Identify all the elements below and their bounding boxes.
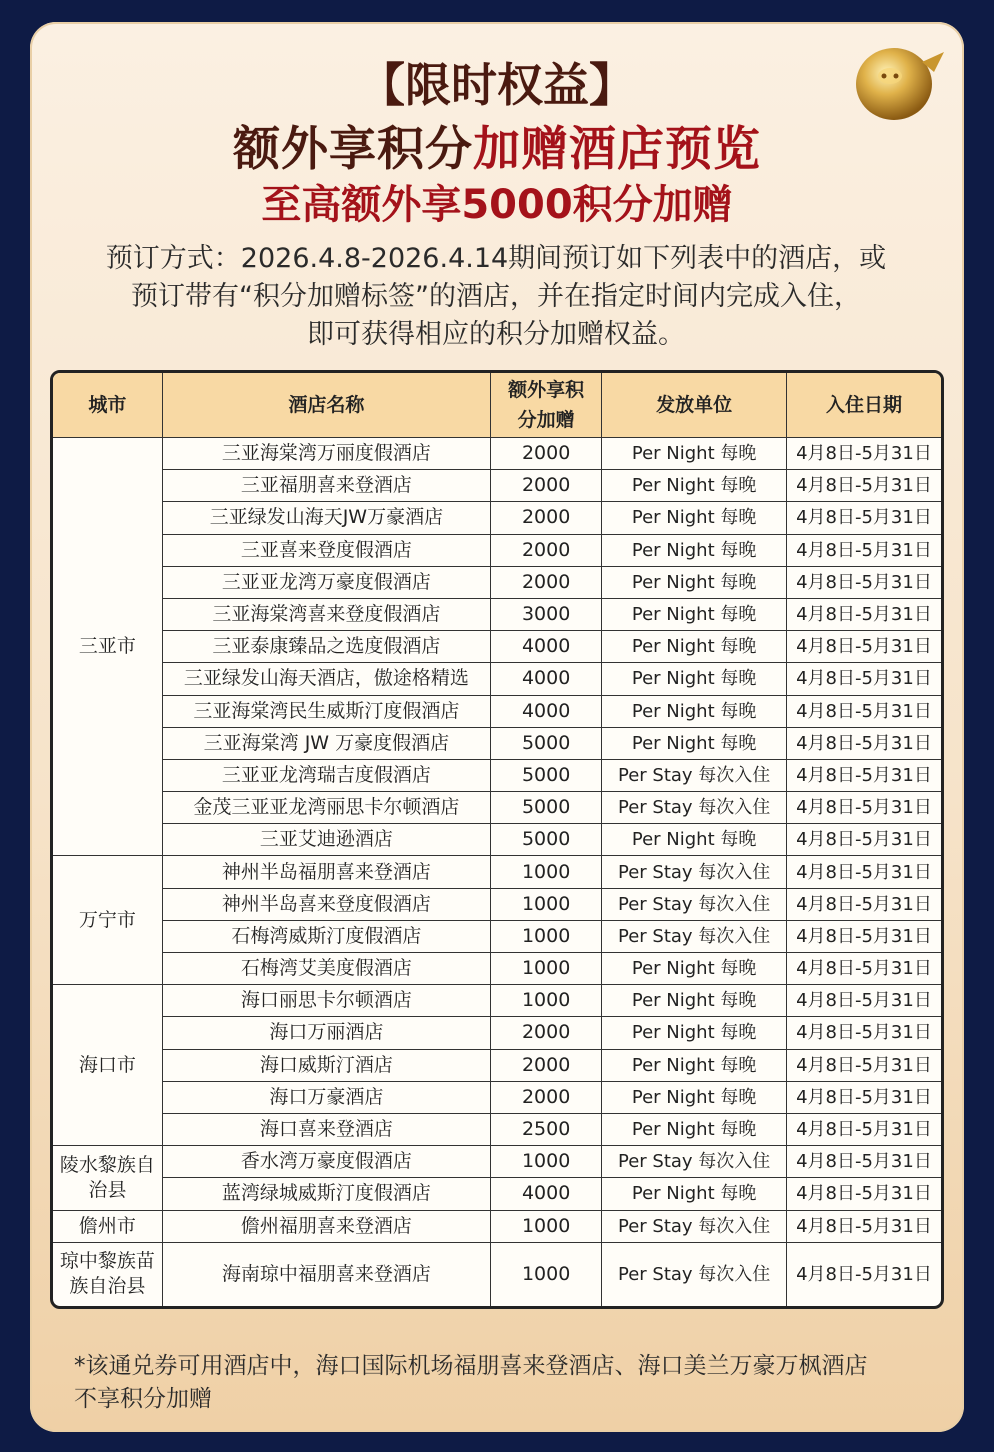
unit-cell: Per Night 每晚 <box>602 1049 787 1081</box>
page-tagline: 至高额外享5000积分加赠 <box>261 182 733 228</box>
unit-cell: Per Night 每晚 <box>602 438 787 470</box>
unit-cell: Per Stay 每次入住 <box>602 920 787 952</box>
table-row <box>53 920 941 952</box>
col-header-points-line: 分加赠 <box>517 409 575 431</box>
table-row <box>53 663 941 695</box>
hotel-name-cell: 三亚艾迪逊酒店 <box>162 824 490 856</box>
footnote-line: 不享积分加赠 <box>74 1386 212 1412</box>
table-row <box>53 470 941 502</box>
date-cell: 4月8日-5月31日 <box>786 438 941 470</box>
unit-cell: Per Night 每晚 <box>602 1178 787 1210</box>
points-cell: 2500 <box>490 1113 601 1145</box>
date-cell: 4月8日-5月31日 <box>786 1146 941 1178</box>
table-row <box>53 534 941 566</box>
points-cell: 4000 <box>490 631 601 663</box>
unit-cell: Per Night 每晚 <box>602 470 787 502</box>
city-cell: 万宁市 <box>53 856 162 985</box>
col-header-unit: 发放单位 <box>602 373 787 438</box>
intro-line: 预订方式：2026.4.8-2026.4.14期间预订如下列表中的酒店，或 <box>105 243 887 274</box>
table-row <box>53 1178 941 1210</box>
hotel-name-cell: 三亚海棠湾民生威斯汀度假酒店 <box>162 695 490 727</box>
points-cell: 5000 <box>490 792 601 824</box>
hotel-name-cell: 海口万丽酒店 <box>162 1017 490 1049</box>
table-row <box>53 1210 941 1242</box>
hotel-name-cell: 石梅湾威斯汀度假酒店 <box>162 920 490 952</box>
hotel-name-cell: 石梅湾艾美度假酒店 <box>162 953 490 985</box>
date-cell: 4月8日-5月31日 <box>786 631 941 663</box>
points-cell: 1000 <box>490 1210 601 1242</box>
date-cell: 4月8日-5月31日 <box>786 759 941 791</box>
hotel-name-cell: 儋州福朋喜来登酒店 <box>162 1210 490 1242</box>
table-row <box>53 1242 941 1306</box>
date-cell: 4月8日-5月31日 <box>786 1210 941 1242</box>
table-row <box>53 1081 941 1113</box>
date-cell: 4月8日-5月31日 <box>786 888 941 920</box>
date-cell: 4月8日-5月31日 <box>786 920 941 952</box>
date-cell: 4月8日-5月31日 <box>786 824 941 856</box>
city-cell: 三亚市 <box>53 438 162 856</box>
hotel-name-cell: 三亚绿发山海天JW万豪酒店 <box>162 502 490 534</box>
table-row <box>53 1146 941 1178</box>
unit-cell: Per Stay 每次入住 <box>602 759 787 791</box>
date-cell: 4月8日-5月31日 <box>786 663 941 695</box>
hotel-name-cell: 海口喜来登酒店 <box>162 1113 490 1145</box>
date-cell: 4月8日-5月31日 <box>786 1081 941 1113</box>
unit-cell: Per Night 每晚 <box>602 1113 787 1145</box>
col-header-points-line: 额外享积 <box>508 379 585 401</box>
unit-cell: Per Night 每晚 <box>602 1081 787 1113</box>
points-cell: 1000 <box>490 1242 601 1306</box>
col-header-city: 城市 <box>53 373 162 438</box>
hotel-name-cell: 金茂三亚亚龙湾丽思卡尔顿酒店 <box>162 792 490 824</box>
col-header-date: 入住日期 <box>786 373 941 438</box>
unit-cell: Per Night 每晚 <box>602 953 787 985</box>
hotel-table <box>50 370 944 1309</box>
unit-cell: Per Night 每晚 <box>602 727 787 759</box>
date-cell: 4月8日-5月31日 <box>786 1017 941 1049</box>
subtitle-part-a: 额外享积分 <box>233 122 473 177</box>
city-cell: 陵水黎族自治县 <box>53 1146 162 1210</box>
page-title: 【限时权益】 <box>359 58 635 112</box>
page-subtitle <box>30 120 964 180</box>
table-row <box>53 792 941 824</box>
unit-cell: Per Night 每晚 <box>602 534 787 566</box>
table-row <box>53 824 941 856</box>
date-cell: 4月8日-5月31日 <box>786 1049 941 1081</box>
table-row <box>53 856 941 888</box>
hotel-name-cell: 海口威斯汀酒店 <box>162 1049 490 1081</box>
col-header-points <box>490 373 601 438</box>
date-cell: 4月8日-5月31日 <box>786 1113 941 1145</box>
unit-cell: Per Night 每晚 <box>602 695 787 727</box>
points-cell: 1000 <box>490 985 601 1017</box>
intro-line: 即可获得相应的积分加赠权益。 <box>307 319 685 350</box>
table-row <box>53 1049 941 1081</box>
points-cell: 1000 <box>490 953 601 985</box>
hotel-name-cell: 海口丽思卡尔顿酒店 <box>162 985 490 1017</box>
hotel-name-cell: 神州半岛福朋喜来登酒店 <box>162 856 490 888</box>
hotel-name-cell: 香水湾万豪度假酒店 <box>162 1146 490 1178</box>
hotel-name-cell: 三亚绿发山海天酒店，傲途格精选 <box>162 663 490 695</box>
table-row <box>53 598 941 630</box>
city-cell: 海口市 <box>53 985 162 1146</box>
hotel-name-cell: 三亚福朋喜来登酒店 <box>162 470 490 502</box>
unit-cell: Per Stay 每次入住 <box>602 1146 787 1178</box>
unit-cell: Per Night 每晚 <box>602 502 787 534</box>
unit-cell: Per Night 每晚 <box>602 1017 787 1049</box>
unit-cell: Per Stay 每次入住 <box>602 1210 787 1242</box>
hotel-name-cell: 海南琼中福朋喜来登酒店 <box>162 1242 490 1306</box>
table-row <box>53 985 941 1017</box>
unit-cell: Per Stay 每次入住 <box>602 792 787 824</box>
unit-cell: Per Stay 每次入住 <box>602 856 787 888</box>
points-cell: 2000 <box>490 534 601 566</box>
points-cell: 5000 <box>490 727 601 759</box>
unit-cell: Per Night 每晚 <box>602 663 787 695</box>
subtitle-part-b: 加赠酒店预览 <box>473 122 761 177</box>
points-cell: 2000 <box>490 566 601 598</box>
table-row <box>53 759 941 791</box>
points-cell: 2000 <box>490 438 601 470</box>
booking-intro <box>56 240 936 354</box>
table-row <box>53 727 941 759</box>
points-cell: 1000 <box>490 888 601 920</box>
points-cell: 4000 <box>490 1178 601 1210</box>
col-header-hotel: 酒店名称 <box>162 373 490 438</box>
points-cell: 3000 <box>490 598 601 630</box>
unit-cell: Per Stay 每次入住 <box>602 888 787 920</box>
unit-cell: Per Stay 每次入住 <box>602 1242 787 1306</box>
date-cell: 4月8日-5月31日 <box>786 727 941 759</box>
date-cell: 4月8日-5月31日 <box>786 534 941 566</box>
table-row <box>53 438 941 470</box>
city-cell: 琼中黎族苗族自治县 <box>53 1242 162 1306</box>
points-cell: 2000 <box>490 1049 601 1081</box>
points-cell: 2000 <box>490 502 601 534</box>
hotel-name-cell: 三亚海棠湾 JW 万豪度假酒店 <box>162 727 490 759</box>
table-row <box>53 888 941 920</box>
footnote-line: *该通兑券可用酒店中，海口国际机场福朋喜来登酒店、海口美兰万豪万枫酒店 <box>74 1353 868 1379</box>
points-cell: 5000 <box>490 759 601 791</box>
footnote <box>74 1350 934 1416</box>
intro-line: 预订带有“积分加赠标签”的酒店，并在指定时间内完成入住， <box>131 281 861 312</box>
hotel-name-cell: 三亚泰康臻品之选度假酒店 <box>162 631 490 663</box>
date-cell: 4月8日-5月31日 <box>786 985 941 1017</box>
city-cell: 儋州市 <box>53 1210 162 1242</box>
points-cell: 5000 <box>490 824 601 856</box>
date-cell: 4月8日-5月31日 <box>786 1242 941 1306</box>
date-cell: 4月8日-5月31日 <box>786 566 941 598</box>
table-row <box>53 695 941 727</box>
hotel-name-cell: 三亚海棠湾喜来登度假酒店 <box>162 598 490 630</box>
table-header-row <box>53 373 941 438</box>
table-row <box>53 631 941 663</box>
table-row <box>53 1017 941 1049</box>
hotel-name-cell: 三亚海棠湾万丽度假酒店 <box>162 438 490 470</box>
date-cell: 4月8日-5月31日 <box>786 856 941 888</box>
points-cell: 2000 <box>490 470 601 502</box>
hotel-name-cell: 三亚亚龙湾瑞吉度假酒店 <box>162 759 490 791</box>
date-cell: 4月8日-5月31日 <box>786 502 941 534</box>
date-cell: 4月8日-5月31日 <box>786 695 941 727</box>
date-cell: 4月8日-5月31日 <box>786 792 941 824</box>
table-row <box>53 566 941 598</box>
table-row <box>53 502 941 534</box>
date-cell: 4月8日-5月31日 <box>786 470 941 502</box>
unit-cell: Per Night 每晚 <box>602 631 787 663</box>
hotel-name-cell: 海口万豪酒店 <box>162 1081 490 1113</box>
table-row <box>53 953 941 985</box>
hotel-name-cell: 三亚亚龙湾万豪度假酒店 <box>162 566 490 598</box>
date-cell: 4月8日-5月31日 <box>786 1178 941 1210</box>
hotel-name-cell: 三亚喜来登度假酒店 <box>162 534 490 566</box>
points-cell: 1000 <box>490 856 601 888</box>
hotel-name-cell: 蓝湾绿城威斯汀度假酒店 <box>162 1178 490 1210</box>
unit-cell: Per Night 每晚 <box>602 985 787 1017</box>
points-cell: 2000 <box>490 1017 601 1049</box>
points-cell: 4000 <box>490 695 601 727</box>
points-cell: 1000 <box>490 1146 601 1178</box>
date-cell: 4月8日-5月31日 <box>786 953 941 985</box>
hotel-name-cell: 神州半岛喜来登度假酒店 <box>162 888 490 920</box>
points-cell: 4000 <box>490 663 601 695</box>
points-cell: 1000 <box>490 920 601 952</box>
unit-cell: Per Night 每晚 <box>602 598 787 630</box>
unit-cell: Per Night 每晚 <box>602 824 787 856</box>
table-row <box>53 1113 941 1145</box>
date-cell: 4月8日-5月31日 <box>786 598 941 630</box>
points-cell: 2000 <box>490 1081 601 1113</box>
unit-cell: Per Night 每晚 <box>602 566 787 598</box>
